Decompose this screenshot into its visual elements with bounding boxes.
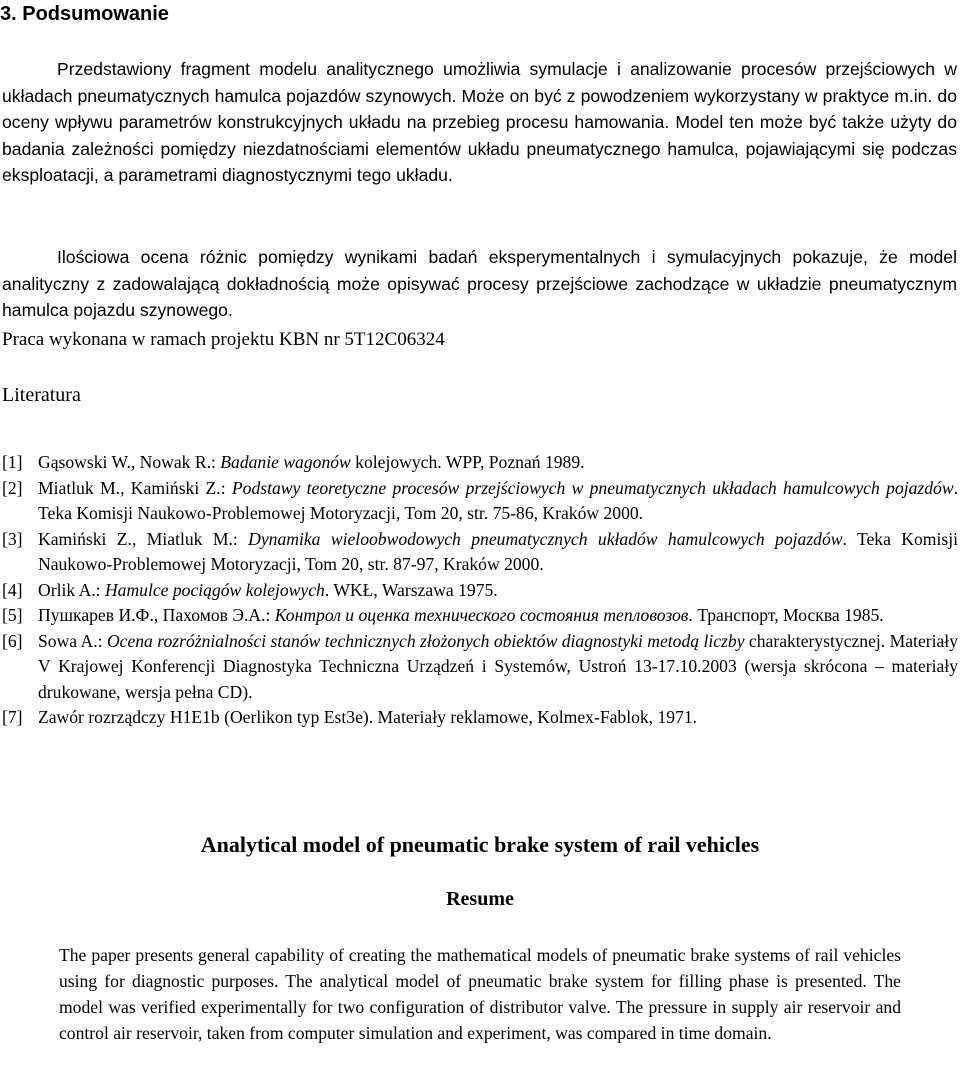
summary-paragraph-1 [2,56,957,189]
grant-note: Praca wykonana w ramach projektu KBN nr 5T12C06324 [2,329,445,350]
summary-paragraph-2-text: Ilościowa ocena różnic pomiędzy wynikami badań eksperymentalnych i symulacyjnych pokazuje, że model analityczny z zadowalającą dokładnością może opisywać procesy przejściowe zachodzące w układzie pneumatycznym hamulca pojazdu szynowego. [2,247,957,320]
reference-number: [1] [2,452,23,472]
reference-authors: Orlik A.: [38,579,105,600]
reference-item [2,527,958,578]
reference-text [38,578,958,604]
reference-number: [3] [2,528,23,549]
reference-details: . Teka Komisji Naukowo-Problemowej Motoryzacji, Tom 20, str. 87-97, Kraków 2000. [38,528,958,574]
summary-paragraph-2 [2,244,957,324]
reference-text [38,705,958,731]
reference-item [2,476,958,527]
reference-number: [7] [2,707,23,727]
reference-item [2,603,958,629]
reference-text [38,476,958,527]
reference-number: [6] [2,630,23,651]
summary-paragraph-1-text: Przedstawiony fragment modelu analitycznego umożliwia symulacje i analizowanie procesów przejściowych w układach pneumatycznych hamulca pojazdów szynowych. Może on być z powodzeniem wykorzystany w praktyce m.in. do oceny wpływu parametrów konstrukcyjnych układu na przebieg procesu hamowania. Model ten może być także użyty do badania zależności pomiędzy niezdatnościami elementów układu pneumatycznego hamulca, pojawiającymi się podczas eksploatacji, a parametrami diagnostycznymi tego układu. [2,59,957,185]
reference-title: Badanie wagonów [220,452,351,472]
section-heading: 3. Podsumowanie [0,3,169,25]
reference-details: . Teka Komisji Naukowo-Problemowej Motoryzacji, Tom 20, str. 75-86, Kraków 2000. [38,477,958,523]
reference-number: [2] [2,477,23,498]
reference-title: Контрол и оценка технического состояния тепловозов [274,605,689,625]
reference-details: charakterystycznej. Materiały V Krajowej Konferencji Diagnostyka Techniczna Urządzeń i Systemów, Ustroń 13-17.10.2003 (wersja skrócona – materiały drukowane, wersja pełna CD). [38,630,958,702]
english-abstract: The paper presents general capability of creating the mathematical models of pneumatic brake systems of rail vehicles using for diagnostic purposes. The analytical model of pneumatic brake system for filling phase is presented. The model was verified experimentally for two configuration of distributor valve. The pressure in supply air reservoir and control air reservoir, taken from computer simulation and experiment, was compared in time domain. [59,945,901,1043]
english-title: Analytical model of pneumatic brake system of rail vehicles [200,832,760,857]
reference-authors: Пушкарев И.Ф., Пахомов Э.А.: [38,605,275,625]
reference-title: Hamulce pociągów kolejowych [104,579,325,600]
reference-number: [4] [2,579,23,600]
reference-number: [5] [2,605,23,625]
resume-heading: Resume [446,888,514,910]
reference-title: Podstawy teoretyczne procesów przejściowych w pneumatycznych układach hamulcowych pojazdów [231,477,954,498]
reference-text [38,527,958,578]
literature-heading: Literatura [2,384,81,406]
reference-list [2,450,958,731]
reference-text [38,629,958,706]
reference-details: . Транспорт, Москва 1985. [688,605,884,625]
reference-item [2,705,958,731]
reference-title: Ocena rozróżnialności stanów technicznych złożonych obiektów diagnostyki metodą liczby [106,630,745,651]
reference-item [2,578,958,604]
reference-authors: Sowa A.: [38,630,107,651]
reference-authors: Gąsowski W., Nowak R.: [38,452,221,472]
reference-authors: Miatluk M., Kamiński Z.: [38,477,232,498]
reference-details: kolejowych. WPP, Poznań 1989. [350,452,585,472]
reference-text [38,603,958,629]
reference-details: . WKŁ, Warszawa 1975. [324,579,498,600]
reference-authors: Zawór rozrządczy H1E1b (Oerlikon typ Est3e). Materiały reklamowe, Kolmex-Fablok, 1971. [38,707,698,727]
reference-authors: Kamiński Z., Miatluk M.: [38,528,249,549]
reference-item [2,450,958,476]
reference-item [2,629,958,706]
reference-text [38,450,958,476]
reference-title: Dynamika wieloobwodowych pneumatycznych układów hamulcowych pojazdów [248,528,843,549]
